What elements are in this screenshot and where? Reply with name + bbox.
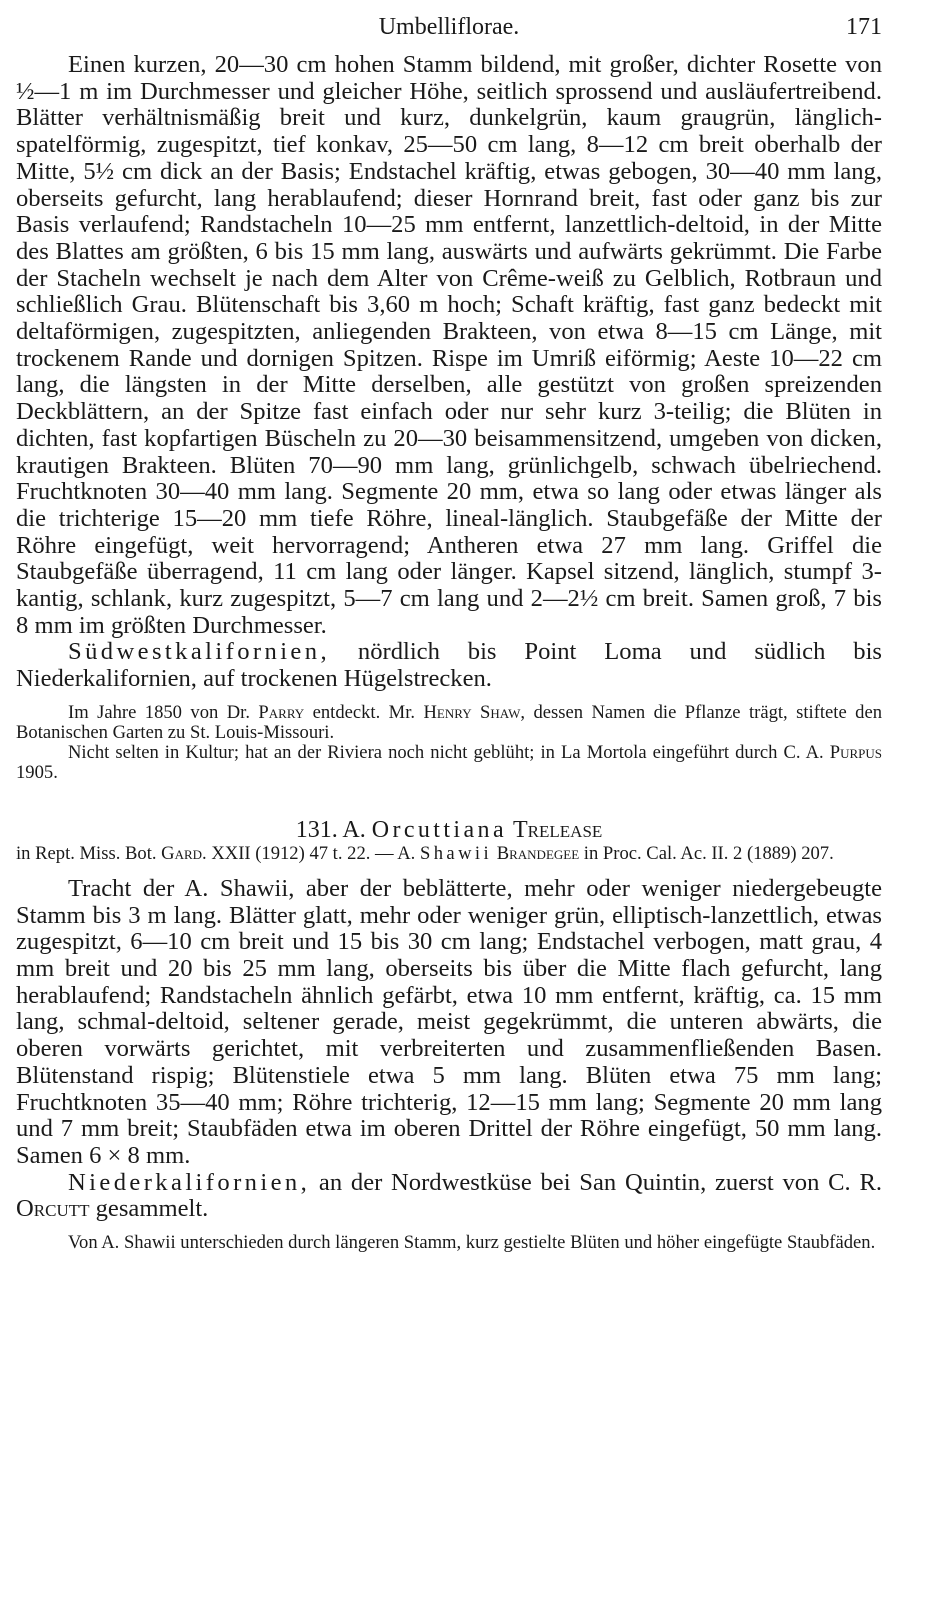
note-text: 1905.: [16, 761, 58, 783]
species-reference: [16, 844, 882, 864]
note-text: entdeckt. Mr.: [304, 701, 424, 723]
species-name: Orcuttiana: [371, 816, 508, 843]
note-text: Im Jahre 1850 von Dr.: [68, 701, 259, 723]
page: [16, 14, 882, 1253]
species-heading: [16, 817, 882, 844]
running-title: Umbelliflorae.: [378, 14, 520, 40]
running-head: [16, 14, 882, 52]
species-131-description: Tracht der A. Shawii, aber der beblätterte, mehr oder weniger niedergebeugte Stamm bis 3 m lang. Blätter glatt, mehr oder weniger grün, elliptisch-lanzettlich, etwas zugespitzt, 6—10 cm breit und 15 bis 30 cm lang; Endstachel verbogen, matt grau, 4 mm breit und 20 bis 25 mm lang, oberseits bis über die Mitte flach gefurcht, lang herablaufend; Randstacheln ähnlich gefärbt, etwa 10 mm entfernt, kräftig, ca. 15 mm lang, schmal-deltoid, seltener gerade, meist gegekrümmt, die unteren abwärts, die oberen vorwärts gerichtet, mit verbreiterten und zusammenfließenden Basen. Blütenstand rispig; Blütenstiele etwa 5 mm lang. Blüten etwa 75 mm lang; Fruchtknoten 35—40 mm; Röhre trichterig, 12—15 mm lang; Segmente 20 mm lang und 7 mm breit; Staubfäden etwa im oberen Drittel der Röhre eingefügt, 50 mm lang. Samen 6 × 8 mm.: [16, 874, 882, 1169]
species-number: 131. A.: [295, 816, 366, 843]
discovery-note: [16, 703, 882, 743]
page-number: 171: [846, 14, 882, 40]
distribution-region: Südwestkalifornien,: [68, 638, 330, 666]
author-parry: Parry: [258, 701, 305, 723]
reference-text: in Proc. Cal. Ac. II. 2 (1889) 207.: [579, 842, 834, 864]
cultivation-note: [16, 743, 882, 783]
distribution-text: nördlich bis Point Loma und südlich bis Niederkalifornien, auf trockenen Hügelstrecken.: [16, 638, 882, 693]
reference-text: XXII (1912) 47 t. 22. — A.: [206, 842, 420, 864]
species-author: Trelease: [513, 816, 603, 843]
note-text: Nicht selten in Kultur; hat an der Riviera noch nicht geblüht; in La Mortola eingeführt durch C. A.: [68, 741, 830, 763]
species-131-distribution: [16, 1170, 882, 1223]
distribution-paragraph: [16, 639, 882, 692]
author-shaw: Henry Shaw: [423, 701, 521, 723]
reference-gard: Gard.: [161, 842, 207, 864]
distribution-text: gesammelt.: [89, 1195, 209, 1223]
reference-text: in Rept. Miss. Bot.: [16, 842, 162, 864]
species-131-region: Niederkalifornien,: [68, 1168, 311, 1196]
author-purpus: Purpus: [829, 741, 882, 763]
species-131-note: Von A. Shawii unterschieden durch längeren Stamm, kurz gestielte Blüten und höher eingefügte Staubfäden.: [68, 1232, 876, 1254]
distribution-text: an der Nordwestküse bei San Quintin, zuerst von C. R.: [310, 1168, 882, 1196]
species-description: Einen kurzen, 20—30 cm hohen Stamm bildend, mit großer, dichter Rosette von ½—1 m im Durchmesser und gleicher Höhe, seitlich sprossend und ausläufertreibend. Blätter verhältnismäßig breit und kurz, dunkelgrün, kaum graugrün, länglich-spatelförmig, zugespitzt, tief konkav, 25—50 cm lang, 8—12 cm breit oberhalb der Mitte, 5½ cm dick an der Basis; Endstachel kräftig, etwas gebogen, 30—40 mm lang, oberseits gefurcht, lang herablaufend; dieser Hornrand breit, fast oder ganz bis zur Basis verlaufend; Randstacheln 10—25 mm entfernt, lanzettlich-deltoid, in der Mitte des Blattes am größten, 6 bis 15 mm lang, auswärts und aufwärts gekrümmt. Die Farbe der Stacheln wechselt je nach dem Alter von Crême-weiß zu Gelblich, Rotbraun und schließlich Grau. Blütenschaft bis 3,60 m hoch; Schaft kräftig, fast ganz bedeckt mit deltaförmigen, zugespitzten, anliegenden Brakteen, von etwa 8—15 cm Länge, mit trockenem Rande und dornigen Spitzen. Rispe im Umriß eiförmig; Aeste 10—22 cm lang, die längsten in der Mitte derselben, alle gestützt von großen spreizenden Deckblättern, an der Spitze fast einfach oder nur sehr kurz 3-teilig; die Blüten in dichten, fast kopfartigen Büscheln zu 20—30 beisammensitzend, umgeben von dicken, krautigen Brakteen. Blüten 70—90 mm lang, grünlichgelb, schwach übelriechend. Fruchtknoten 30—40 mm lang. Segmente 20 mm, etwa so lang oder etwas länger als die trichterige 15—20 mm tiefe Röhre, lineal-länglich. Staubgefäße der Mitte der Röhre eingefügt, weit hervorragend; Antheren etwa 27 mm lang. Griffel die Staubgefäße überragend, 11 cm lang oder länger. Kapsel sitzend, länglich, stumpf 3-kantig, schlank, kurz zugespitzt, 5—7 cm lang und 2—2½ cm breit. Samen groß, 7 bis 8 mm im größten Durchmesser.: [16, 51, 882, 639]
reference-brandegee: Brandegee: [496, 842, 580, 864]
note-text: , dessen Namen die Pflanze trägt, stiftete den Botanischen Garten zu St. Louis-Missouri.: [16, 701, 883, 743]
collector-orcutt: Orcutt: [16, 1195, 90, 1223]
reference-shawii: Shawii: [419, 842, 493, 864]
